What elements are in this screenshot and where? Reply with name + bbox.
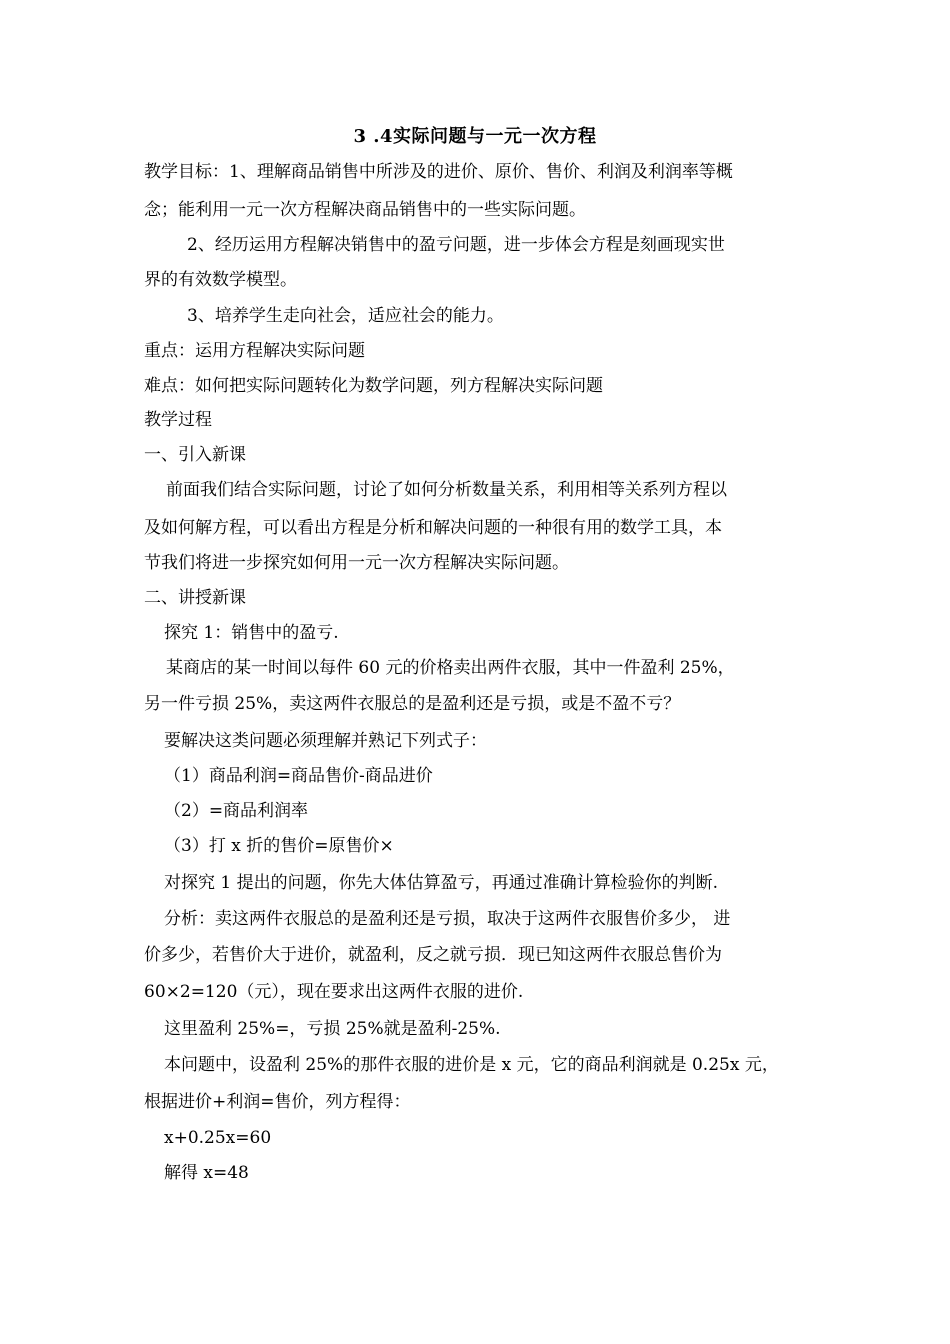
intro-paragraph-line-1: 前面我们结合实际问题，讨论了如何分析数量关系，利用相等关系列方程以: [166, 480, 727, 500]
solution-line-1: 本问题中，设盈利 25%的那件衣服的进价是 x 元，它的商品利润就是 0.25x 元，: [164, 1055, 779, 1075]
explore-1-heading: 探究 1：销售中的盈亏.: [164, 623, 339, 643]
teaching-process-heading: 教学过程: [144, 410, 212, 430]
formula-3: （3）打 x 折的售价=原售价×: [164, 836, 394, 856]
difficult-point: 难点：如何把实际问题转化为数学问题，列方程解决实际问题: [144, 376, 603, 396]
objective-2-line-2: 界的有效数学模型。: [144, 270, 297, 290]
formula-2: （2）=商品利润率: [164, 801, 309, 821]
key-point: 重点：运用方程解决实际问题: [144, 341, 365, 361]
estimate-instruction: 对探究 1 提出的问题，你先大体估算盈亏，再通过准确计算检验你的判断.: [164, 873, 719, 893]
formula-1: （1）商品利润=商品售价-商品进价: [164, 766, 433, 786]
document-title: 3 .4实际问题与一元一次方程: [353, 126, 597, 147]
analysis-line-1: 分析：卖这两件衣服总的是盈利还是亏损，取决于这两件衣服售价多少， 进: [164, 909, 731, 929]
problem-line-1: 某商店的某一时间以每件 60 元的价格卖出两件衣服，其中一件盈利 25%，: [166, 658, 735, 678]
intro-paragraph-line-2: 及如何解方程，可以看出方程是分析和解决问题的一种很有用的数学工具，本: [144, 518, 722, 538]
formula-intro: 要解决这类问题必须理解并熟记下列式子：: [164, 731, 487, 751]
objective-3: 3、培养学生走向社会，适应社会的能力。: [187, 306, 504, 326]
analysis-line-3: 60×2=120（元），现在要求出这两件衣服的进价.: [144, 982, 524, 1002]
analysis-line-2: 价多少，若售价大于进价，就盈利，反之就亏损．现已知这两件衣服总售价为: [144, 945, 722, 965]
equation: x+0.25x=60: [164, 1128, 272, 1148]
objective-1-line-2: 念；能利用一元一次方程解决商品销售中的一些实际问题。: [144, 200, 586, 220]
solution-line-2: 根据进价+利润=售价，列方程得：: [144, 1092, 411, 1112]
section-1-heading: 一、引入新课: [144, 445, 246, 465]
objective-1-line-1: 教学目标：1、理解商品销售中所涉及的进价、原价、售价、利润及利润率等概: [144, 162, 733, 182]
profit-note: 这里盈利 25%=，亏损 25%就是盈利-25%.: [164, 1019, 501, 1039]
equation-result: 解得 x=48: [164, 1163, 249, 1183]
section-2-heading: 二、讲授新课: [144, 588, 246, 608]
intro-paragraph-line-3: 节我们将进一步探究如何用一元一次方程解决实际问题。: [144, 553, 569, 573]
problem-line-2: 另一件亏损 25%，卖这两件衣服总的是盈利还是亏损，或是不盈不亏？: [144, 694, 681, 714]
objective-2-line-1: 2、经历运用方程解决销售中的盈亏问题，进一步体会方程是刻画现实世: [187, 235, 725, 255]
